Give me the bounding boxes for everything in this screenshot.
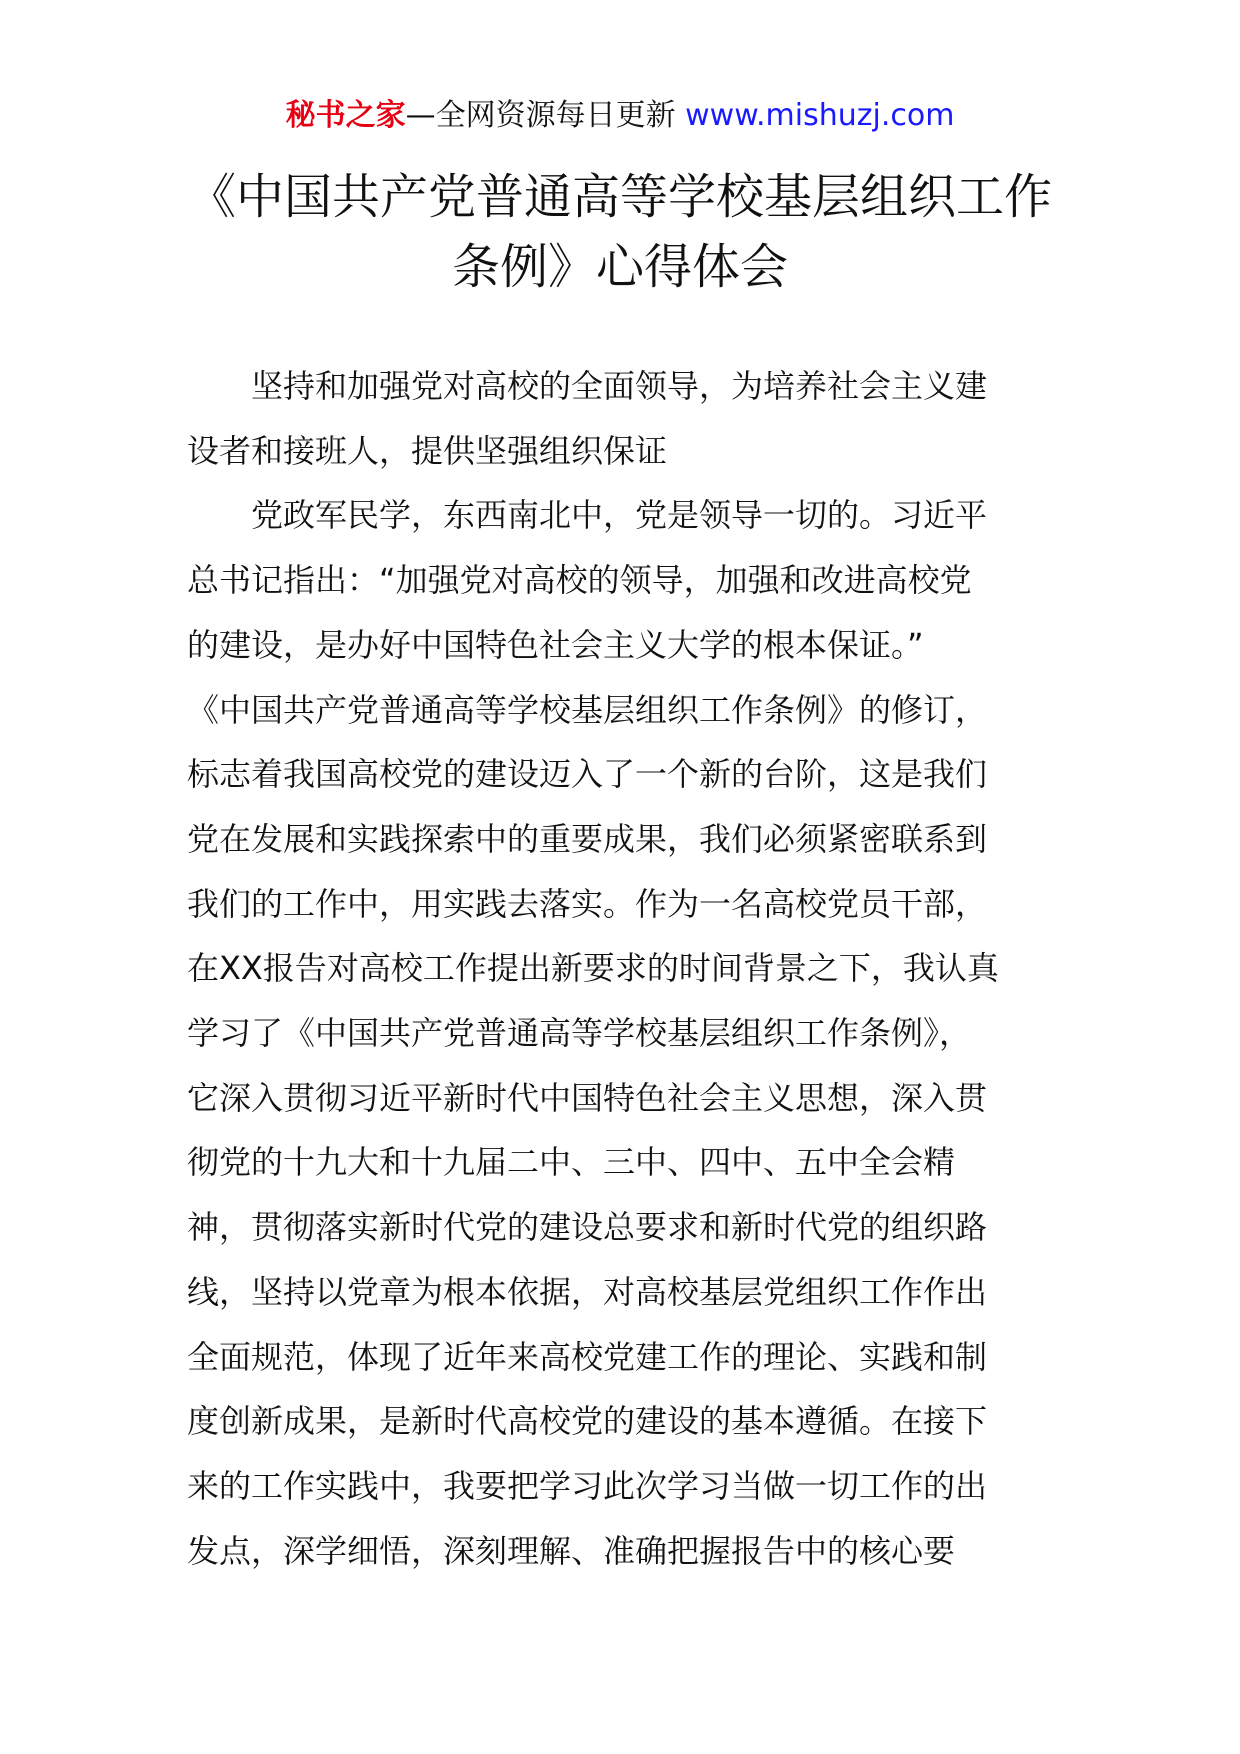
paragraph-line: 彻党的十九大和十九届二中、三中、四中、五中全会精 [187, 1143, 956, 1182]
title-line-2: 条例》心得体会 [451, 239, 788, 295]
site-brand: 秘书之家 [285, 98, 406, 133]
paragraph-line: 的建设，是办好中国特色社会主义大学的根本保证。” [187, 625, 924, 664]
document-body [187, 354, 1057, 1583]
paragraph-line: 在XX报告对高校工作提出新要求的时间背景之下，我认真 [187, 949, 999, 988]
paragraph-line: 总书记指出：“加强党对高校的领导，加强和改进高校党 [187, 561, 972, 600]
title-line-1: 《中国共产党普通高等学校基层组织工作 [187, 169, 1052, 225]
document-title [180, 162, 1060, 302]
paragraph-line: 我们的工作中，用实践去落实。作为一名高校党员干部， [187, 884, 988, 923]
paragraph-2 [187, 483, 1057, 1583]
site-tagline: —全网资源每日更新 [405, 98, 676, 133]
paragraph-line: 党在发展和实践探索中的重要成果，我们必须紧密联系到 [187, 819, 988, 858]
paragraph-1 [187, 354, 1057, 483]
paragraph-line: 设者和接班人，提供坚强组织保证 [187, 431, 668, 470]
paragraph-line: 标志着我国高校党的建设迈入了一个新的台阶，这是我们 [187, 755, 988, 794]
paragraph-line: 线，坚持以党章为根本依据，对高校基层党组织工作作出 [187, 1272, 988, 1311]
site-header [0, 96, 1240, 136]
paragraph-line: 坚持和加强党对高校的全面领导，为培养社会主义建 [251, 367, 988, 405]
paragraph-line: 发点，深学细悟，深刻理解、准确把握报告中的核心要 [187, 1531, 956, 1570]
paragraph-line: 学习了《中国共产党普通高等学校基层组织工作条例》， [187, 1014, 972, 1053]
site-url-link[interactable]: www.mishuzj.com [685, 98, 955, 133]
paragraph-line: 《中国共产党普通高等学校基层组织工作条例》的修订， [187, 690, 988, 729]
paragraph-line: 全面规范，体现了近年来高校党建工作的理论、实践和制 [187, 1337, 988, 1376]
paragraph-line: 党政军民学，东西南北中，党是领导一切的。习近平 [251, 496, 988, 535]
paragraph-line: 神，贯彻落实新时代党的建设总要求和新时代党的组织路 [187, 1208, 988, 1247]
paragraph-line: 来的工作实践中，我要把学习此次学习当做一切工作的出 [187, 1466, 988, 1505]
paragraph-line: 度创新成果，是新时代高校党的建设的基本遵循。在接下 [187, 1402, 988, 1441]
paragraph-line: 它深入贯彻习近平新时代中国特色社会主义思想，深入贯 [187, 1078, 988, 1117]
